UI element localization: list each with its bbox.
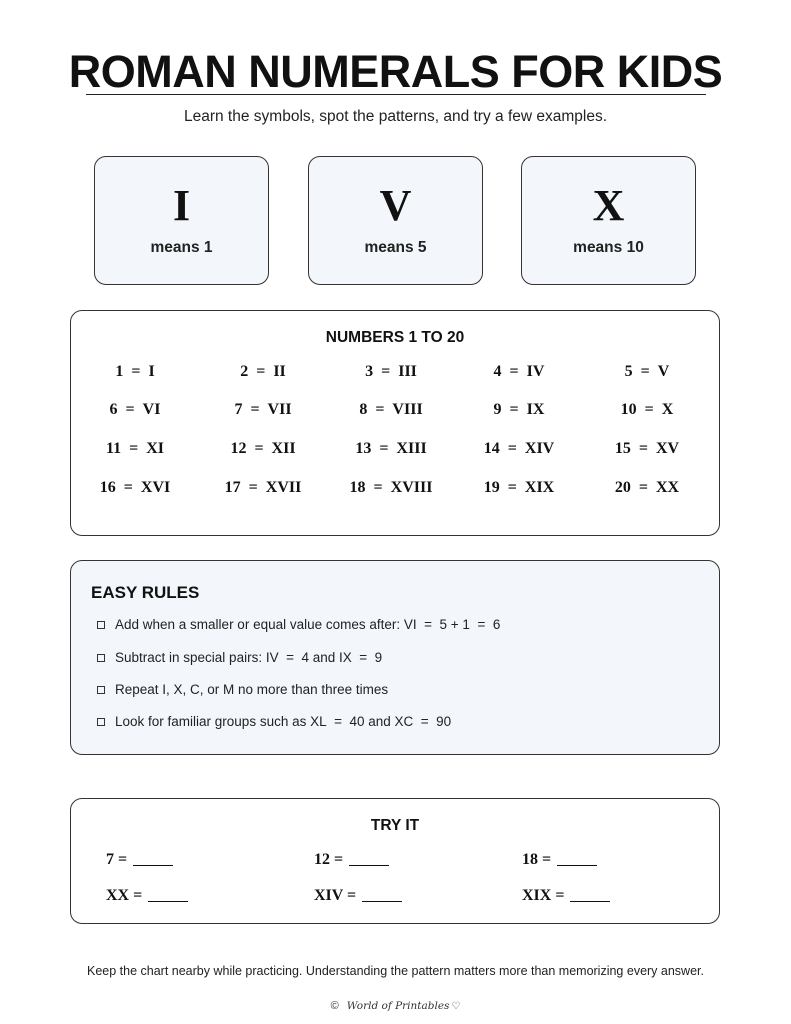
try-it-item: [106, 851, 173, 869]
rule-text: Repeat I, X, C, or M no more than three times: [115, 682, 389, 697]
try-it-item: [522, 851, 597, 869]
checkbox-icon: [97, 686, 105, 694]
number-entry: 5 = V: [624, 363, 670, 380]
try-it-panel: [70, 798, 720, 924]
footer-note: Keep the chart nearby while practicing. Understanding the pattern matters more than memorizing every answer.: [87, 964, 704, 978]
try-it-prompt: XIX =: [522, 887, 565, 904]
try-it-prompt: 12 =: [314, 851, 344, 868]
symbol-card-v: [308, 156, 483, 285]
number-entry: 16 = XVI: [99, 479, 171, 496]
number-entry: 14 = XIV: [483, 440, 555, 457]
number-entry: 7 = VII: [234, 401, 292, 418]
try-it-heading: TRY IT: [370, 817, 420, 834]
symbol-numeral: I: [172, 181, 191, 230]
rule-text: Look for familiar groups such as XL = 40 and XC = 90: [115, 714, 452, 729]
numbers-heading: NUMBERS 1 TO 20: [325, 329, 465, 346]
page-title: ROMAN NUMERALS FOR KIDS: [68, 46, 723, 97]
try-it-prompt: XIV =: [314, 887, 357, 904]
try-it-item: [314, 887, 402, 905]
brand-logo: [0, 1000, 791, 1012]
rule-text: Add when a smaller or equal value comes after: VI = 5 + 1 = 6: [115, 617, 501, 632]
answer-blank[interactable]: [148, 888, 188, 902]
rules-panel: [70, 560, 720, 755]
try-it-item: [522, 887, 610, 905]
number-entry: 20 = XX: [614, 479, 680, 496]
number-entry: 4 = IV: [493, 363, 545, 380]
number-entry: 18 = XVIII: [349, 479, 433, 496]
title-divider: [86, 94, 706, 95]
brand-name: World of Printables: [346, 1000, 450, 1012]
number-entry: 19 = XIX: [483, 479, 555, 496]
number-entry: 10 = X: [620, 401, 674, 418]
symbol-card-x: [521, 156, 696, 285]
number-entry: 11 = XI: [105, 440, 164, 457]
heart-icon: ♡: [451, 1001, 461, 1012]
rule-item: [97, 712, 451, 732]
answer-blank[interactable]: [133, 852, 173, 866]
try-it-prompt: 18 =: [522, 851, 552, 868]
numbers-chart-panel: [70, 310, 720, 536]
number-entry: 1 = I: [115, 363, 155, 380]
number-entry: 15 = XV: [614, 440, 680, 457]
answer-blank[interactable]: [349, 852, 389, 866]
try-it-item: [314, 851, 389, 869]
number-entry: 9 = IX: [493, 401, 545, 418]
try-it-item: [106, 887, 188, 905]
rule-item: [97, 615, 500, 635]
answer-blank[interactable]: [557, 852, 597, 866]
number-entry: 6 = VI: [109, 401, 161, 418]
answer-blank[interactable]: [570, 888, 610, 902]
checkbox-icon: [97, 654, 105, 662]
number-entry: 3 = III: [365, 363, 417, 380]
number-entry: 13 = XIII: [355, 440, 427, 457]
rule-item: [97, 680, 388, 700]
page-subtitle: Learn the symbols, spot the patterns, and try a few examples.: [183, 108, 608, 125]
symbol-meaning: means 10: [573, 239, 644, 256]
symbol-meaning: means 5: [364, 239, 427, 256]
number-entry: 8 = VIII: [359, 401, 423, 418]
number-entry: 12 = XII: [230, 440, 296, 457]
symbol-meaning: means 1: [150, 239, 213, 256]
rule-item: [97, 648, 382, 668]
checkbox-icon: [97, 718, 105, 726]
try-it-prompt: 7 =: [106, 851, 128, 868]
checkbox-icon: [97, 621, 105, 629]
rule-text: Subtract in special pairs: IV = 4 and IX = 9: [115, 650, 383, 665]
number-entry: 17 = XVII: [224, 479, 302, 496]
symbol-card-i: [94, 156, 269, 285]
try-it-prompt: XX =: [106, 887, 143, 904]
number-entry: 2 = II: [240, 363, 286, 380]
symbol-numeral: X: [592, 181, 625, 230]
answer-blank[interactable]: [362, 888, 402, 902]
rules-heading: EASY RULES: [91, 583, 200, 602]
symbol-numeral: V: [379, 181, 412, 230]
copyright-icon: ©: [330, 1000, 339, 1012]
